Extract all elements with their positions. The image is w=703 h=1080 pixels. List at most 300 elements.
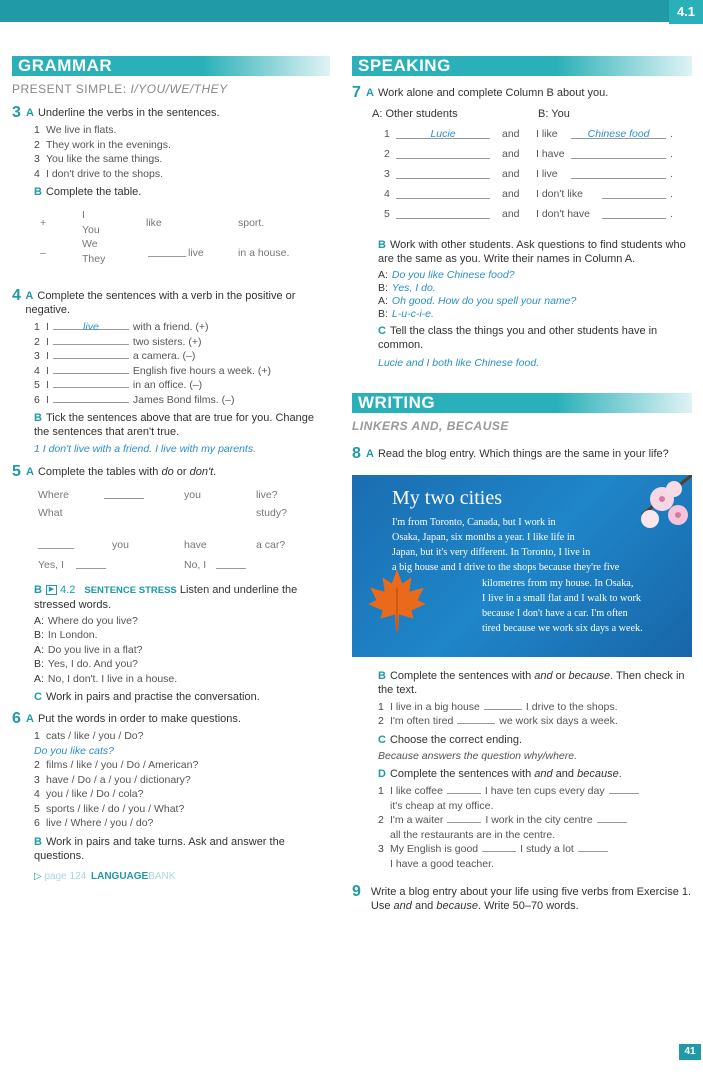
ex6-a-instruction: Put the words in order to make questions.	[37, 713, 241, 725]
speech: In London.	[47, 629, 98, 641]
t1-live: live?	[256, 488, 278, 501]
and-word: and	[502, 188, 520, 200]
t2-have: have	[184, 538, 207, 551]
ex9-instruction-end: . Write 50–70 words.	[477, 900, 579, 912]
row-number: 1	[384, 128, 390, 140]
grammar-subhead	[12, 82, 330, 96]
speaker: B:	[378, 282, 388, 294]
ex8-d-and: and	[534, 768, 553, 780]
ex8-b-item	[352, 700, 692, 715]
ex8-a	[352, 444, 692, 462]
ex6-b	[12, 835, 330, 863]
item-text-mid: I have ten cups every day	[484, 785, 605, 797]
item-text-mid: I work in the city centre	[485, 814, 593, 826]
item-text: They work in the evenings.	[46, 138, 171, 151]
item-text: I live in a big house	[390, 700, 480, 713]
item-subject: I	[46, 379, 49, 391]
ex4-a	[12, 289, 330, 317]
item-number: 4	[34, 788, 40, 800]
answer-blank[interactable]	[53, 349, 129, 359]
item-subject: I	[46, 350, 49, 362]
item-text-end: I drive to the shops.	[525, 700, 618, 713]
ex3-b	[12, 185, 330, 199]
page-number: 41	[679, 1044, 701, 1060]
item-number: 2	[378, 715, 384, 727]
writing-subhead: LINKERS AND, BECAUSE	[352, 418, 509, 433]
item-text: We live in flats.	[46, 124, 117, 136]
subhead-prefix: PRESENT SIMPLE:	[12, 82, 131, 96]
item-number: 4	[34, 364, 40, 377]
answer-blank[interactable]	[457, 714, 495, 724]
item-text-end: all the restaurants are in the centre.	[390, 828, 556, 841]
answer-blank[interactable]	[447, 813, 481, 823]
speech: No, I don't. I live in a house.	[47, 672, 178, 685]
ex8-d-mid: and	[552, 768, 578, 780]
name-blank[interactable]	[396, 208, 490, 219]
ex3-items	[12, 123, 330, 181]
blog-text-bottom	[482, 576, 643, 637]
answer-blank[interactable]	[482, 842, 516, 852]
ex6-item	[12, 816, 330, 831]
t2-no: No, I	[184, 558, 207, 571]
answer-blank[interactable]	[597, 813, 627, 823]
item-subject: I	[46, 321, 49, 333]
item-subject: I	[46, 335, 49, 348]
ex8-d-item	[352, 784, 692, 799]
ex8-c-letter: C	[378, 733, 386, 746]
row-end: .	[670, 148, 673, 160]
ex9-instruction-text: Write a blog entry about your life using five verbs from Exercise 1. Use	[370, 886, 692, 912]
item-text: I don't drive to the shops.	[46, 167, 163, 180]
ex6-item	[12, 787, 330, 802]
dialogue-line	[12, 614, 330, 629]
ex5-dialogue	[12, 614, 330, 687]
right-column	[352, 56, 692, 913]
ex6-items	[12, 758, 330, 831]
item-text: you / like / Do / cola?	[46, 788, 144, 800]
language-bank-link[interactable]	[12, 871, 330, 882]
ex6-number: 6	[12, 710, 21, 727]
ex7-row	[352, 128, 692, 148]
answer-blank[interactable]	[578, 842, 608, 852]
ex6-a-letter: A	[26, 713, 34, 725]
table-pronoun-they: They	[82, 253, 106, 265]
ex7-row	[352, 208, 692, 228]
speaker: B:	[34, 658, 44, 670]
blog-line: Osaka, Japan, six months a year. I like life in	[392, 531, 575, 543]
t2-car: a car?	[256, 538, 286, 551]
play-audio-icon[interactable]: ▶	[46, 585, 57, 595]
blog-title: My two cities	[392, 486, 502, 509]
speaker: A:	[378, 269, 388, 281]
item-text: My English is good	[390, 843, 479, 855]
ex9-and: and	[393, 900, 412, 912]
blog-line: I live in a small flat and I walk to work	[482, 592, 641, 604]
t2-blank[interactable]	[38, 539, 74, 549]
ex3-number: 3	[12, 104, 21, 121]
maple-leaf-icon	[366, 567, 428, 633]
ex4-item	[12, 335, 330, 350]
row-number: 4	[384, 188, 390, 200]
exercise-8	[352, 444, 692, 872]
ex6-a	[12, 712, 330, 726]
left-column	[12, 56, 330, 882]
table-house: in a house.	[238, 247, 290, 259]
row-end: .	[670, 128, 673, 140]
ex5-tables	[12, 483, 330, 579]
item-text: have / Do / a / you / dictionary?	[46, 773, 191, 786]
answer-blank[interactable]	[447, 784, 481, 794]
ex7-a	[352, 86, 692, 100]
blog-line: I'm from Toronto, Canada, but I work in	[392, 516, 556, 528]
ex5-a-instruction: Complete the tables with	[37, 465, 162, 478]
ex7-b	[352, 238, 692, 266]
table-blank[interactable]	[148, 247, 186, 257]
bank-language: LANGUAGE	[90, 870, 149, 882]
dialogue-line	[12, 643, 330, 658]
dialogue-line	[352, 295, 692, 308]
ex4-a-letter: A	[25, 290, 34, 302]
ex5-a-dot: .	[213, 465, 217, 478]
ex3-item	[12, 123, 330, 138]
column-b-blank[interactable]	[602, 208, 666, 219]
t1-you: you	[184, 488, 201, 501]
item-text: with a friend. (+)	[132, 321, 209, 333]
exercise-5	[12, 462, 330, 705]
table-plus-sign: +	[40, 217, 47, 229]
ex8-d-item-cont	[352, 799, 692, 814]
column-b-blank[interactable]: Chinese food	[571, 128, 666, 139]
ex3-a	[12, 106, 330, 120]
column-b-prefix: I like	[536, 128, 558, 140]
blog-line: kilometres from my house. In Osaka,	[482, 577, 634, 589]
ex8-a-instruction: Read the blog entry. Which things are the same in your life?	[377, 447, 669, 460]
ex7-row	[352, 148, 692, 168]
t1-where: Where	[38, 488, 69, 501]
ex8-b-item	[352, 714, 692, 729]
item-subject: I	[46, 393, 49, 406]
speaking-band: SPEAKING	[352, 56, 692, 76]
item-text-mid: I study a lot	[520, 843, 574, 855]
t2-yes-blank[interactable]	[76, 559, 106, 569]
speech: Where do you live?	[47, 614, 138, 627]
t2-yes: Yes, I	[38, 558, 64, 571]
t1-what: What	[38, 506, 63, 519]
row-end: .	[670, 188, 673, 200]
item-text: films / like / you / Do / American?	[46, 759, 199, 771]
answer-blank[interactable]	[53, 393, 129, 403]
ex8-b-or: or	[552, 669, 569, 682]
ex8-b-because: because	[568, 669, 611, 682]
ex3-table	[12, 205, 330, 281]
speaker: A:	[378, 295, 388, 307]
ex7-c-instruction: Tell the class the things you and other students have in common.	[378, 325, 658, 351]
ex5-a-letter: A	[26, 465, 34, 478]
row-number: 2	[384, 148, 390, 160]
ex9-number: 9	[352, 883, 361, 900]
column-a-header: A: Other students	[372, 108, 458, 120]
item-number: 1	[34, 124, 40, 136]
blog-line: Japan, but it's very different. In Toronto, I live in	[392, 547, 591, 559]
sentence-stress-label: SENTENCE STRESS	[84, 584, 177, 596]
ex8-d-because: because	[577, 768, 619, 780]
item-text: two sisters. (+)	[132, 335, 202, 348]
ex8-d-letter: D	[378, 768, 386, 780]
table-minus-sign: –	[40, 247, 46, 259]
ex4-b-letter: B	[34, 412, 42, 424]
row-end: .	[670, 168, 673, 180]
answer-blank[interactable]: live	[53, 320, 129, 330]
ex6-item-1	[12, 729, 330, 744]
ex7-c-letter: C	[378, 325, 386, 337]
ex3-b-instruction: Complete the table.	[45, 186, 142, 198]
ex8-b-and: and	[534, 669, 553, 682]
speaker: B:	[34, 629, 44, 641]
column-b-blank[interactable]	[571, 148, 666, 159]
ex7-b-instruction: Work with other students. Ask questions to find students who are the same as you. Write their names in Column A.	[378, 239, 686, 265]
ex7-number: 7	[352, 84, 361, 101]
and-word: and	[502, 168, 520, 180]
item-number: 3	[34, 153, 40, 165]
item-number: 6	[34, 393, 40, 406]
item-number: 5	[34, 379, 40, 391]
item-text: I like coffee	[390, 785, 443, 797]
ex8-b-items	[352, 700, 692, 729]
answer-blank[interactable]	[484, 700, 522, 710]
ex9-mid: and	[411, 900, 437, 912]
table-live: live	[188, 247, 204, 259]
grammar-band: GRAMMAR	[12, 56, 330, 76]
item-text-end: it's cheap at my office.	[390, 799, 494, 812]
ex5-number: 5	[12, 462, 21, 480]
item-number: 5	[34, 802, 40, 815]
ex3-a-instruction: Underline the verbs in the sentences.	[37, 107, 220, 119]
answer-blank[interactable]	[53, 364, 129, 374]
item-number: 3	[34, 350, 40, 362]
bank-page: page 124	[44, 870, 87, 882]
ex4-item	[12, 393, 330, 408]
item-number: 6	[34, 817, 40, 829]
speech: Do you like Chinese food?	[391, 269, 515, 281]
column-b-blank[interactable]	[571, 168, 666, 179]
ex6-item	[12, 758, 330, 773]
name-blank[interactable]: Lucie	[396, 128, 490, 139]
item-number: 1	[378, 700, 384, 713]
exercise-4	[12, 289, 330, 457]
ex6-item	[12, 802, 330, 817]
ex8-d-dot: .	[618, 768, 622, 780]
bank-bank: BANK	[148, 870, 176, 882]
writing-band: WRITING	[352, 393, 692, 413]
ex8-d-item-cont	[352, 857, 692, 872]
ex4-items	[12, 320, 330, 407]
item-text: English five hours a week. (+)	[132, 364, 271, 377]
row-end: .	[670, 208, 673, 220]
item-text: James Bond films. (–)	[132, 393, 235, 406]
ex8-d-instruction: Complete the sentences with	[389, 768, 535, 780]
speech: Oh good. How do you spell your name?	[391, 295, 577, 307]
and-word: and	[502, 148, 520, 160]
blog-line: because I don't have a car. I'm often	[482, 608, 628, 620]
table-like: like	[146, 217, 162, 229]
item-text: I'm a waiter	[390, 814, 444, 826]
ex8-d-item-cont	[352, 828, 692, 843]
speech: L-u-c-i-e.	[391, 308, 434, 320]
table-pronoun-you: You	[82, 224, 100, 236]
row-number: 3	[384, 168, 390, 180]
table-pronoun-i: I	[82, 209, 85, 221]
table-pronoun-we: We	[82, 238, 98, 250]
item-text: a camera. (–)	[132, 350, 196, 362]
item-number: 2	[34, 759, 40, 771]
speech: Yes, I do. And you?	[47, 658, 139, 670]
ex7-header	[352, 108, 692, 128]
ex8-d-item	[352, 813, 692, 828]
table-sport: sport.	[238, 217, 265, 229]
ex8-a-letter: A	[366, 447, 374, 460]
item-text-end: I have a good teacher.	[390, 857, 494, 870]
ex7-a-letter: A	[366, 87, 374, 99]
ex4-b-instruction: Tick the sentences above that are true for you. Change the sentences that aren't true.	[34, 412, 314, 438]
ex4-item	[12, 378, 330, 393]
t1-blank[interactable]	[104, 489, 144, 499]
speech: Yes, I do.	[391, 282, 436, 294]
blog-line: tired because we work six days a week.	[482, 623, 643, 635]
ex6-item	[12, 773, 330, 788]
ex8-number: 8	[352, 444, 361, 462]
name-blank[interactable]	[396, 188, 490, 199]
ex4-item	[12, 364, 330, 379]
speech: Do you live in a flat?	[47, 643, 143, 656]
item-text: You like the same things.	[46, 153, 163, 165]
item-number: 1	[34, 321, 40, 333]
ex5-c-instruction: Work in pairs and practise the conversation.	[45, 691, 260, 703]
ex9-because: because	[436, 900, 478, 912]
ex7-dialogue	[352, 269, 692, 321]
blossom-icon	[612, 475, 692, 555]
item-number: 1	[378, 785, 384, 797]
item-text: in an office. (–)	[132, 379, 203, 391]
subhead-focus: I/YOU/WE/THEY	[130, 82, 228, 96]
ex8-b-instruction: Complete the sentences with	[389, 669, 535, 682]
and-word: and	[502, 208, 520, 220]
ex5-a-dont: don't	[189, 465, 214, 478]
ex8-c-instruction: Choose the correct ending.	[389, 733, 523, 746]
t2-you: you	[112, 538, 129, 551]
exercise-3	[12, 106, 330, 281]
answer-blank[interactable]	[609, 784, 639, 794]
ex5-b-letter: B	[34, 583, 42, 596]
ex6-answer-1: Do you like cats?	[34, 744, 114, 757]
ex8-d-item	[352, 842, 692, 857]
ex3-a-letter: A	[26, 107, 34, 119]
ex4-example: 1 I don't live with a friend. I live with my parents.	[34, 443, 257, 455]
answer-blank[interactable]	[53, 335, 129, 345]
ex8-b-instruction-end: . Then check in the text.	[378, 669, 685, 696]
ex5-a-do: do	[161, 465, 174, 478]
ex6-item-1-text: cats / like / you / Do?	[46, 730, 144, 742]
ex4-a-instruction: Complete the sentences with a verb in the positive or negative.	[25, 290, 296, 316]
item-number: 2	[34, 138, 40, 151]
dialogue-line	[12, 657, 330, 672]
ex7-row	[352, 168, 692, 188]
name-blank[interactable]	[396, 168, 490, 179]
dialogue-line	[12, 628, 330, 643]
name-blank[interactable]	[396, 148, 490, 159]
ex7-c-example: Lucie and I both like Chinese food.	[378, 357, 540, 369]
exercise-6	[12, 712, 330, 882]
ex8-b-letter: B	[378, 669, 386, 682]
item-number: 3	[34, 773, 40, 786]
speaker: B:	[378, 308, 388, 320]
column-b-prefix: I don't have	[536, 208, 590, 220]
ex7-b-letter: B	[378, 239, 386, 251]
row-number: 5	[384, 208, 390, 220]
ex8-b	[352, 669, 692, 697]
ex6-b-letter: B	[34, 835, 42, 848]
ex8-d-items	[352, 784, 692, 871]
ex9-instruction	[352, 885, 692, 913]
dialogue-line	[352, 308, 692, 321]
exercise-9	[352, 885, 692, 913]
ex3-item	[12, 167, 330, 182]
column-b-blank[interactable]	[602, 188, 666, 199]
ex7-row	[352, 188, 692, 208]
speaker: A:	[34, 643, 44, 656]
ex4-item	[12, 320, 330, 335]
ex3-item	[12, 152, 330, 167]
ex5-a	[12, 462, 330, 480]
blog-line: a big house and I drive to the shops because they're five	[392, 562, 620, 574]
item-number: 4	[34, 167, 40, 180]
ex4-item	[12, 349, 330, 364]
ex6-b-instruction: Work in pairs and take turns. Ask and answer the questions.	[34, 835, 285, 862]
t2-no-blank[interactable]	[216, 559, 246, 569]
ex3-item	[12, 138, 330, 153]
and-word: and	[502, 128, 520, 140]
item-subject: I	[46, 364, 49, 377]
column-b-prefix: I don't like	[536, 188, 583, 200]
column-b-prefix: I live	[536, 168, 558, 180]
speaker: A:	[34, 614, 44, 627]
ex7-c	[352, 324, 692, 352]
item-number: 2	[34, 335, 40, 348]
ex5-b-instruction: Listen and underline the stressed words.	[34, 583, 298, 611]
ex4-number: 4	[12, 287, 21, 304]
ex8-d	[352, 767, 692, 781]
ex5-a-or: or	[173, 465, 190, 478]
answer-blank[interactable]	[53, 378, 129, 388]
ex5-c-letter: C	[34, 691, 42, 703]
ex5-b	[12, 583, 330, 612]
blog-entry	[352, 475, 692, 657]
ex7-rows	[352, 128, 692, 228]
speaker: A:	[34, 672, 44, 685]
item-text: I'm often tired	[390, 715, 454, 727]
dialogue-line	[352, 282, 692, 295]
top-bar	[0, 0, 703, 22]
t1-study: study?	[256, 506, 287, 519]
ex3-b-letter: B	[34, 186, 42, 198]
item-number: 2	[378, 814, 384, 826]
arrow-icon: ▷	[34, 870, 42, 882]
column-b-prefix: I have	[536, 148, 565, 160]
dialogue-line	[352, 269, 692, 282]
item-number: 3	[378, 843, 384, 855]
unit-tab: 4.1	[669, 0, 703, 24]
item-text-end: we work six days a week.	[499, 715, 618, 727]
item-text: sports / like / do / you / What?	[46, 802, 185, 815]
